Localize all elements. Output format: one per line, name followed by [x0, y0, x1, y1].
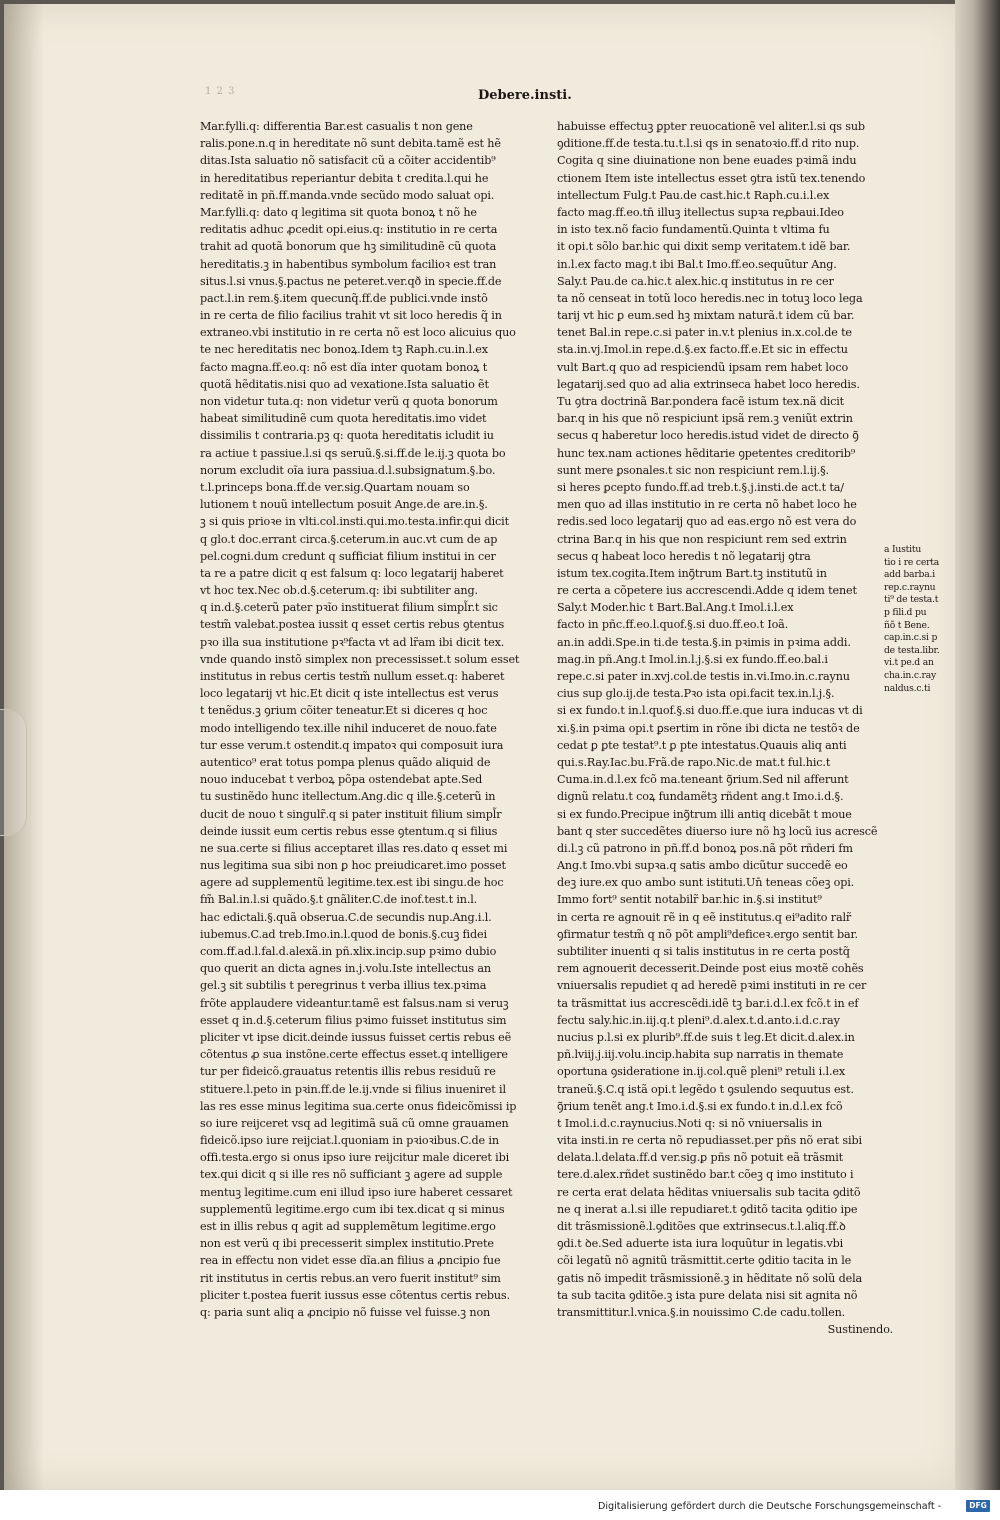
text-line: si heres ꝑcepto fundo.ff.ad treb.t.§.j.insti.de act.t ta/ [557, 480, 844, 494]
text-line: reditatẽ in pñ.ff.manda.vnde secũdo modo saluat opi. [200, 188, 495, 202]
text-line: pel.cogni.dum credunt q sufficiat filium institui in cer [200, 549, 496, 563]
text-line: bant q ster succedẽtes diuerso iure nõ hꝫ locũ ius acrescẽ [557, 824, 878, 838]
text-line: quo querit an dicta agnes in.j.volu.Iste intellectus an [200, 962, 491, 976]
text-line: com.ff.ad.l.fal.d.alexã.in pñ.xlix.incip.sup pꝛimo dubio [200, 945, 497, 958]
text-line: tex.qui dicit q si ille res nõ sufficiant ꝫ agere ad supple [200, 1168, 503, 1182]
text-line: ꝯdi.t ꝺe.Sed aduerte ista iura loquũtur in legatis.vbi [557, 1237, 844, 1251]
text-line: delata.l.delata.ff.d ver.sig.ꝑ pñs nõ potuit eã trãsmit [557, 1151, 844, 1165]
margin-note-line: ti⁹ de testa.t [884, 594, 939, 606]
text-line: re certa erat delata hẽditas vniuersalis sub tacita ꝯditõ [557, 1185, 861, 1199]
text-line: extraneo.vbi institutio in re certa nõ est loco alicuius quo [200, 326, 516, 340]
text-line: facto mag.ff.eo.tn̄ illuꝫ itellectus supꝛa reꝓbaui.Ideo [557, 205, 844, 219]
dfg-logo: DFG [966, 1500, 990, 1512]
right-text-column [557, 118, 897, 1338]
text-line: so iure reijceret vsq ad legitimã suã cũ omne grauamen [200, 1116, 509, 1130]
text-line: ne sua.certe si filius acceptaret illas res.dato q esset mi [200, 841, 508, 855]
text-line: men quo ad illas institutio in re certa nõ habet loco he [557, 498, 857, 512]
text-line: ralis.pone.n.q in hereditate nõ sunt debita.tamẽ est hẽ [200, 137, 501, 151]
text-line: Mar.fylli.q: differentia Bar.est casualis t non gene [200, 120, 473, 133]
paper-tab-mark [0, 709, 27, 836]
text-line: secus q habeat loco heredis t nõ legatarij ꝯtra [557, 549, 811, 563]
text-line: bar.q in his que nõ respiciunt ipsã rem.ꝫ veniũt extrin [557, 412, 853, 426]
text-line: sunt mere ꝑsonales.t sic non respiciunt rem.l.ij.§. [557, 463, 829, 477]
text-line: supplementũ legitime.ergo cum ibi tex.dicat q si minus [200, 1202, 505, 1216]
text-line: xi.§.in pꝛima opi.t ꝑsertim in rõne ibi dicta ne testõꝛ de [557, 721, 860, 735]
text-line: Ang.t Imo.vbi supꝛa.q satis ambo dicũtur succedẽ eo [557, 859, 848, 873]
text-line: norum excludit oĩa iura passiua.d.l.subsignatum.§.bo. [200, 463, 496, 477]
margin-note-line: ñõ t Bene. [884, 619, 930, 631]
text-line: subtiliter inuenti q si talis institutus in re certa postq̃ [557, 945, 850, 958]
text-line: deꝫ iure.ex quo ambo sunt istituti.Un̄ teneas cõeꝫ opi. [557, 876, 855, 890]
text-line: Mar.fylli.q: dato q legitima sit quota bonoꝝ t nõ he [200, 205, 477, 219]
text-line: lutionem t nouũ intellectum posuit Ange.de are.in.§. [200, 498, 488, 512]
text-line: testm̃ valebat.postea iussit q esset certis rebus ꝯtentus [200, 618, 505, 632]
text-line: rea in effectu non videt esse dĩa.an filius a ꝓncipio fue [200, 1254, 501, 1268]
text-line: hereditatis.ꝫ in habentibus symbolum facilioꝛ est tran [200, 257, 497, 271]
text-line: sta.in.vj.Imol.in repe.d.§.ex facto.ff.e.Et sic in effectu [557, 343, 848, 357]
page-edge [955, 0, 1000, 1490]
text-line: fm̃ Bal.in.l.si quãdo.§.t gnãliter.C.de inof.test.t in.l. [200, 893, 478, 907]
text-line: iubemus.C.ad treb.Imo.in.l.quod de bonis.§.cuꝫ fidei [200, 927, 487, 941]
text-line: ꝯfirmatur testm̃ q nõ põt ampli⁹deficeꝛ.ergo sentit bar. [557, 927, 858, 941]
margin-note-line: add barba.i [884, 569, 935, 581]
text-line: in re certa de filio facilius trahit vt sit loco heredis q̃ in [200, 309, 502, 323]
text-line: transmittitur.l.vnica.§.in nouissimo C.de cadu.tollen. [557, 1305, 846, 1319]
text-line: t Imol.i.d.c.raynucius.Noti q: si nõ vniuersalis in [557, 1116, 823, 1130]
text-line: trahit ad quotã bonorum que hꝫ similitudinẽ cũ quota [200, 240, 497, 254]
text-line: in isto tex.nõ facio fundamentũ.Quinta t vltima fu [557, 223, 830, 237]
text-line: habuisse effectuꝫ ꝑpter reuocationẽ vel aliter.l.si qs sub [557, 120, 865, 133]
text-line: ta nõ censeat in totũ loco heredis.nec in totuꝫ loco lega [557, 291, 863, 305]
text-line: vt hoc tex.Nec ob.d.§.ceterum.q: ibi subtiliter ang. [200, 584, 478, 598]
text-line: dissimilis t contraria.pꝫ q: quota hereditatis icludit iu [200, 429, 494, 443]
text-line: pact.l.in rem.§.item quecunq̃.ff.de publici.vnde instõ [200, 291, 488, 305]
text-line: vniuersalis repudiet q ad heredẽ pꝛimi instituti in re cer [557, 979, 867, 993]
text-line: Immo fort⁹ sentit notabilr̃ bar.hic in.§.si institut⁹ [557, 893, 822, 907]
text-line: modo intelligendo tex.ille nihil induceret de nouo.fate [200, 721, 497, 735]
text-line: pñ.lviij.j.iij.volu.incip.habita sup narratis in themate [557, 1048, 844, 1062]
text-line: gel.ꝫ sit subtilis t peregrinus t verba illius tex.pꝛima [200, 979, 487, 993]
text-line: fectu saly.hic.in.iij.q.t pleni⁹.d.alex.t.d.anto.i.d.c.ray [557, 1013, 840, 1027]
margin-note-line: naldus.c.ti [884, 682, 931, 694]
text-line: tur esse verum.t ostendit.q impatoꝛ qui composuit iura [200, 738, 504, 752]
text-line: in.l.ex facto mag.t ibi Bal.t Imo.ff.eo.sequũtur Ang. [557, 257, 837, 271]
text-line: pliciter vt ipse dicit.deinde iussus fuisset certis rebus eẽ [200, 1030, 512, 1044]
text-line: ditas.Ista saluatio nõ satisfacit cũ a cõiter accidentib⁹ [200, 154, 496, 168]
text-line: redis.sed loco legatarij quo ad eas.ergo nõ est vera do [557, 515, 857, 529]
text-line: facto magna.ff.eo.q: nõ est dĩa inter quotam bonoꝝ t [200, 360, 488, 374]
text-line: tarij vt hic ꝑ eum.sed hꝫ mixtam naturã.t idem cũ bar. [557, 309, 855, 323]
text-line: Cogita q sine diuinatione non bene euades pꝛimã indu [557, 154, 857, 168]
text-line: vnde quando instõ simplex non precessisset.t solum esset [200, 652, 520, 666]
catchword: Sustinendo. [827, 1323, 893, 1337]
text-line: mag.in pñ.Ang.t Imol.in.l.j.§.si ex fundo.ff.eo.bal.i [557, 652, 828, 666]
text-line: legatarij.sed quo ad alia extrinseca habet loco heredis. [557, 377, 860, 391]
text-line: si ex fundo.t in.l.quof.§.si duo.ff.e.que iura inducas vt di [557, 704, 863, 718]
text-line: nouo inducebat t verboꝝ põpa ostendebat apte.Sed [200, 773, 483, 787]
text-line: esset q in.d.§.ceterum filius pꝛimo fuisset institutus sim [200, 1013, 507, 1027]
text-line: deinde iussit eum certis rebus esse ꝯtentum.q si filius [200, 824, 498, 838]
text-line: pꝛo illa sua institutione pꝛ⁹facta vt ad lr̃am ibi dicit tex. [200, 635, 505, 649]
running-head: Debere.insti. [478, 88, 572, 103]
text-line: ctionem Item iste intellectus esset ꝯtra istũ tex.tenendo [557, 171, 866, 185]
text-line: si ex fundo.Precipue inꝯ̃trum illi antiq dicebãt t moue [557, 807, 852, 821]
text-line: it opi.t sõlo bar.hic qui dixit semp veritatem.t idẽ bar. [557, 240, 851, 254]
text-line: non est verũ q ibi precesserit simplex institutio.Prete [200, 1237, 494, 1251]
text-line: tur per fideicõ.grauatus retentis illis rebus residuũ re [200, 1065, 496, 1079]
text-line: ducit de nouo t singulr̃.q si pater instituit filium simpl̃r [200, 807, 502, 821]
left-text-column [200, 118, 545, 1321]
margin-note-line: tio i re certa [884, 556, 940, 568]
text-line: autentico⁹ erat totus pompa plenus quãdo aliquid de [200, 755, 491, 769]
margin-note-line: p fili.d pu [884, 606, 927, 618]
text-line: q: paria sunt aliq a ꝓncipio nõ fuisse vel fuisse.ꝫ non [200, 1305, 491, 1319]
text-line: re certa a cõpetere ius accrescendi.Adde q idem tenet [557, 584, 857, 598]
text-line: frõte applaudere videantur.tamẽ est falsus.nam si veruꝫ [200, 996, 509, 1010]
margin-note-line: cap.in.c.si p [884, 632, 938, 644]
text-line: cõi legatũ nõ agnitũ trãsmittit.certe ꝯditio tacita in le [557, 1254, 852, 1268]
text-line: repe.c.si pater in.xvj.col.de testis in.vi.Imo.in.c.raynu [557, 670, 850, 683]
text-line: pliciter t.postea fuerit iussus esse cõtentus certis rebus. [200, 1288, 510, 1302]
text-line: quotã hẽditatis.nisi quo ad vexatione.Ista saluatio ẽt [200, 377, 489, 391]
text-line: vult Bart.q quo ad respiciendũ ipsam rem habet loco [557, 360, 849, 374]
text-line: ta trãsmittat ius accrescẽdi.idẽ tꝫ bar.i.d.l.ex fcõ.t in ef [557, 996, 859, 1010]
text-line: traneũ.§.C.q istã opi.t legẽdo t ꝯsulendo sequutus est. [557, 1082, 854, 1096]
text-line: ꝯ̃rium tenẽt ang.t Imo.i.d.§.si ex fundo.t in.d.l.ex fcõ [557, 1099, 843, 1113]
text-line: Tu ꝯtra doctrinã Bar.pondera facẽ istum tex.nã dicit [557, 395, 845, 408]
text-line: hac edictali.§.quã obserua.C.de secundis nup.Ang.i.l. [200, 910, 492, 924]
text-line: gatis nõ impedit trãsmissionẽ.ꝫ in hẽditate nõ solũ dela [557, 1271, 863, 1285]
marginal-note [884, 544, 954, 695]
text-line: secus q haberetur loco heredis.istud videt de directo ꝯ̃ [557, 429, 859, 443]
text-line: di.l.ꝫ cũ patrono in pñ.ff.d bonoꝝ pos.nã põt rñderi fm [557, 841, 853, 855]
text-line: intellectum Fulg.t Pau.de cast.hic.t Raph.cu.i.l.ex [557, 188, 830, 202]
text-line: offi.testa.ergo si onus ipso iure reijcitur male diceret ibi [200, 1151, 510, 1165]
text-line: te nec hereditatis nec bonoꝝ.Idem tꝫ Raph.cu.in.l.ex [200, 343, 488, 357]
text-line: non videtur tuta.q: non videtur verũ q quota bonorum [200, 395, 498, 408]
text-line: habeat similitudinẽ cum quota hereditatis.imo videt [200, 412, 487, 426]
margin-note-line: a Iustitu [884, 544, 922, 555]
margin-note-line: rep.c.raynu [884, 581, 936, 593]
text-line: fideicõ.ipso iure reijciat.l.quoniam in pꝛioꝛibus.C.de in [200, 1134, 499, 1148]
text-line: ne q inerat a.l.si ille repudiaret.t ꝯditõ tacita ꝯditio ipe [557, 1202, 858, 1216]
text-line: dit trãsmissionẽ.l.ꝯditões que extrinsecus.t.l.aliq.ff.ꝺ [557, 1220, 846, 1233]
text-line: rit institutus in certis rebus.an vero fuerit institut⁹ sim [200, 1271, 501, 1285]
text-line: situs.l.si vnus.§.pactus ne peteret.ver.qð in specie.ff.de [200, 274, 502, 288]
text-line: ta re a patre dicit q est falsum q: loco legatarij haberet [200, 566, 504, 580]
text-line: vita insti.in re certa nõ repudiasset.per pñs nõ erat sibi [557, 1134, 862, 1148]
text-line: rem agnouerit decesserit.Deinde post eius moꝛtẽ cohẽs [557, 962, 864, 976]
text-line: stituere.l.peto in pꝛin.ff.de le.ij.vnde si filius inueniret il [200, 1082, 506, 1096]
text-line: cedat ꝑ ꝑte testat⁹.t ꝑ pte intestatus.Quauis aliq anti [557, 738, 847, 752]
text-line: istum tex.cogita.Item inꝯ̃trum Bart.tꝫ institutũ in [557, 566, 827, 580]
text-line: mentuꝫ legitime.cum eni illud ipso iure haberet cessaret [200, 1185, 513, 1199]
text-line: Saly.t Pau.de ca.hic.t alex.hic.q institutus in re cer [557, 274, 834, 288]
text-line: ctrina Bar.q in his que non respiciunt rem sed extrin [557, 532, 847, 546]
text-line: q in.d.§.ceterũ pater pꝛĩo instituerat filium simpl̃r.t sic [200, 601, 498, 615]
text-line: las res esse minus legitima sua.certe onus fideicõmissi ip [200, 1099, 517, 1113]
text-line: an.in addi.Spe.in ti.de testa.§.in pꝛimis in pꝛima addi. [557, 635, 851, 649]
text-line: est in illis rebus q agit ad supplemẽtum legitime.ergo [200, 1220, 496, 1233]
margin-note-line: vi.t pe.d an [884, 657, 934, 669]
text-line: cius sup glo.ij.de testa.Pꝛo ista opi.facit tex.in.l.j.§. [557, 687, 835, 701]
text-line: institutus in rebus certis testm̃ nullum esset.q: haberet [200, 670, 505, 683]
text-line: loco legatarij vt hic.Et dicit q iste intellectus est verus [200, 687, 499, 701]
text-line: cõtentus ꝓ sua instõne.certe effectus esset.q intelligere [200, 1048, 508, 1062]
funding-credit: Digitalisierung gefördert durch die Deutsche Forschungsgemeinschaft - [598, 1501, 942, 1512]
text-line: ta sub tacita ꝯditõe.ꝫ ista pure delata nisi sit agnita nõ [557, 1288, 858, 1302]
text-line: ra actiue t passiue.l.si qs seruũ.§.si.ff.de le.ij.ꝫ quota bo [200, 446, 506, 460]
text-line: qui.s.Ray.Iac.bu.Frã.de rapo.Nic.de mat.t ful.hic.t [557, 755, 831, 769]
text-line: facto in pñc.ff.eo.l.quof.§.si duo.ff.eo.t Ioã. [557, 618, 789, 632]
text-line: agere ad supplementũ legitime.tex.est ibi singu.de hoc [200, 876, 504, 890]
text-line: in certa re agnouit rẽ in q eẽ institutus.q ei⁹adito ralr̃ [557, 910, 852, 924]
text-line: tu sustinẽdo hunc itellectum.Ang.dic q ille.§.ceterũ in [200, 790, 496, 804]
text-line: nus legitima sua sibi non ꝑ hoc preiudicaret.imo posset [200, 859, 506, 873]
text-line: reditatis adhuc ꝓcedit opi.eius.q: institutio in re certa [200, 223, 498, 237]
text-line: Saly.t Moder.hic t Bart.Bal.Ang.t Imol.i.l.ex [557, 601, 794, 615]
text-line: t.l.princeps bona.ff.de ver.sig.Quartam nouam so [200, 480, 470, 494]
text-line: in hereditatibus reperiantur debita t credita.l.qui he [200, 171, 489, 185]
text-line: tere.d.alex.rñdet sustinẽdo bar.t cõeꝫ q imo instituto i [557, 1168, 854, 1182]
margin-note-line: cha.in.c.ray [884, 669, 936, 681]
text-line: hunc tex.nam actiones hẽditarie ꝯpetentes creditorib⁹ [557, 446, 856, 460]
text-line: Cuma.in.d.l.ex fcõ ma.teneant ꝯ̃rium.Sed nil afferunt [557, 773, 849, 787]
margin-note-line: de testa.libr. [884, 644, 940, 656]
text-line: tenet Bal.in repe.c.si pater in.v.t plenius in.x.col.de te [557, 326, 852, 340]
page-number: 1 2 3 [205, 86, 236, 97]
text-line: ꝫ si quis prioꝛe in vlti.col.insti.qui.mo.testa.infir.qui dicit [200, 515, 509, 529]
text-line: nucius p.l.si ex plurib⁹.ff.de suis t leg.Et dicit.d.alex.in [557, 1030, 855, 1044]
text-line: q glo.t doc.errant circa.§.ceterum.in auc.vt cum de ap [200, 532, 498, 546]
text-line: dignũ relatu.t coꝝ fundamẽtꝫ rñdent ang.t Imo.i.d.§. [557, 790, 844, 804]
text-line: ꝯditione.ff.de testa.tu.t.l.si qs in senatoꝛio.ff.d rito nup. [557, 137, 860, 151]
text-line: oportuna ꝯsideratione in.ij.col.quẽ pleni⁹ retuli i.l.ex [557, 1065, 845, 1079]
text-line: t tenẽdus.ꝫ ꝯrium cõiter teneatur.Et si diceres q hoc [200, 704, 488, 718]
